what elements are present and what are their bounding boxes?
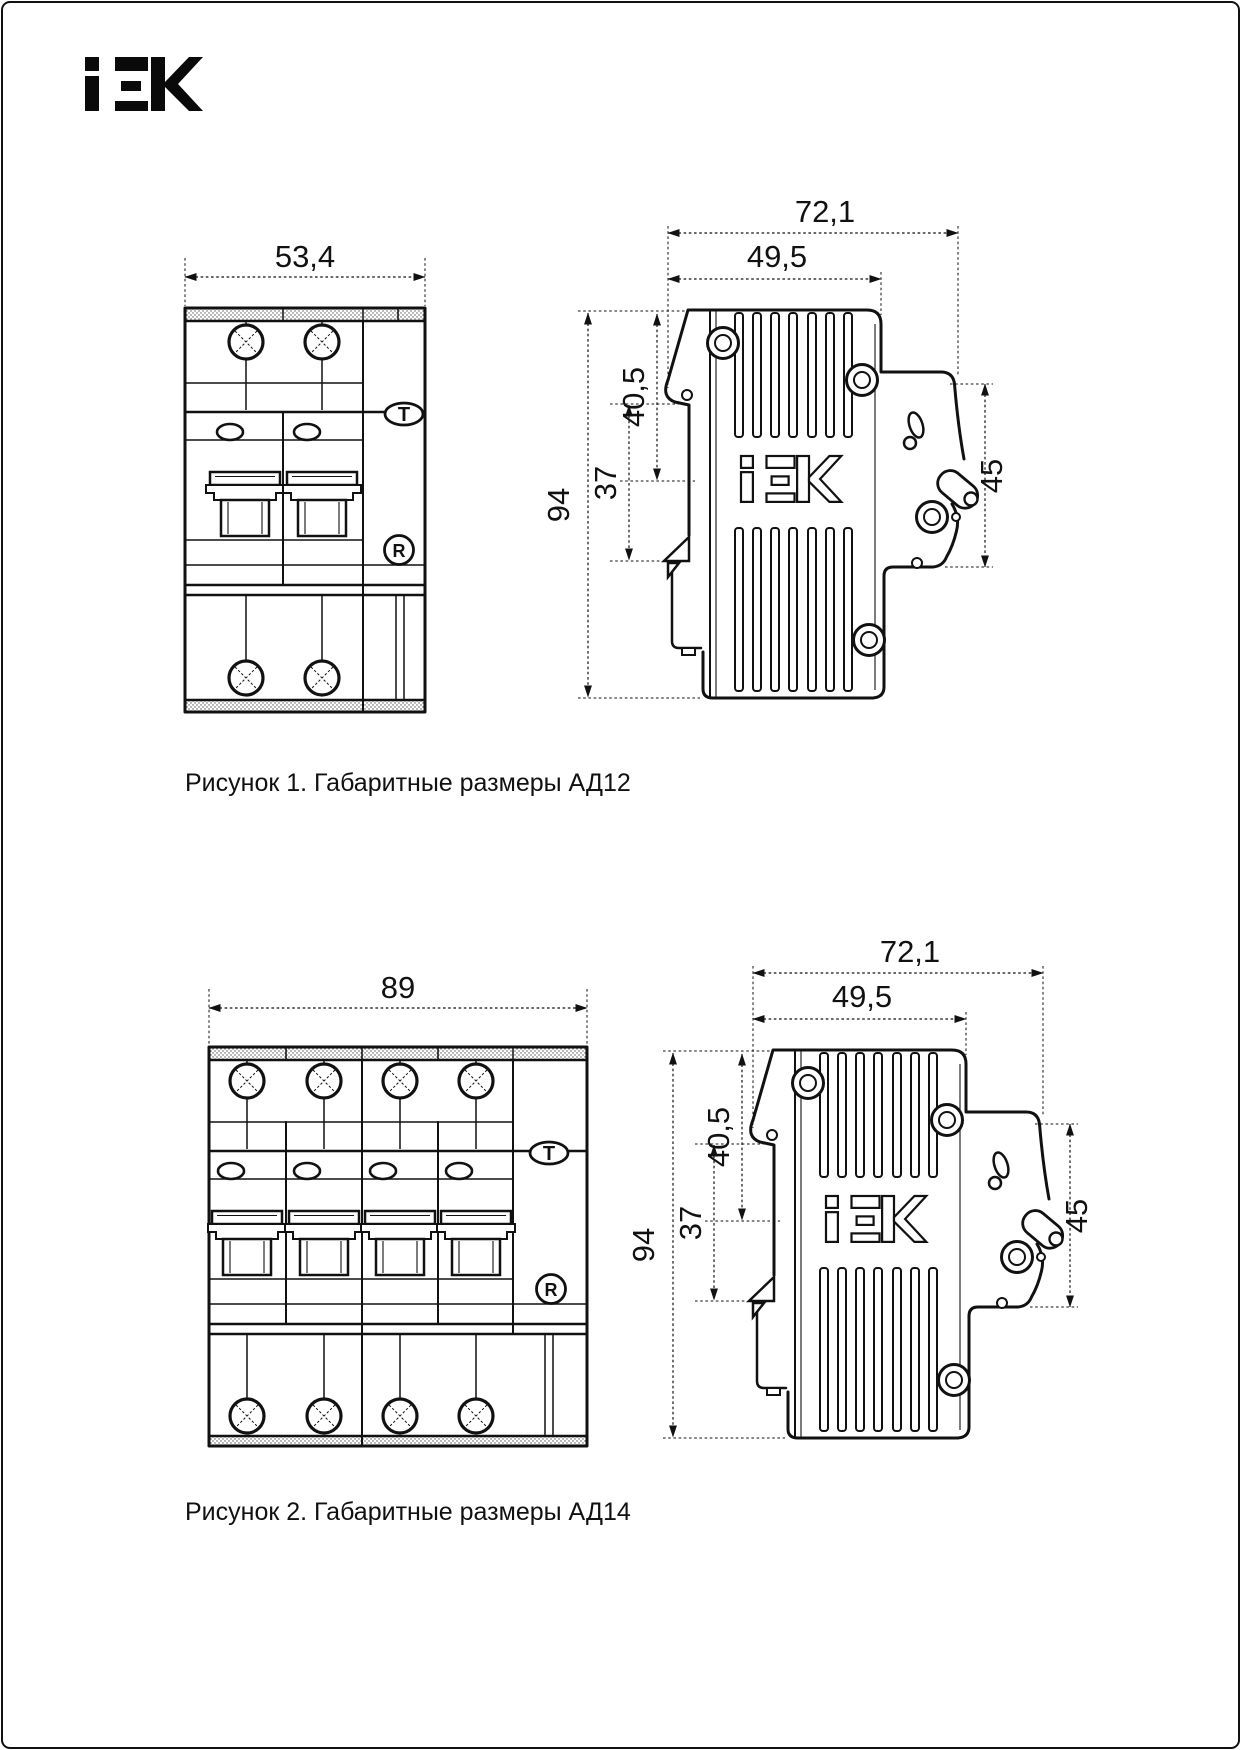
dim-total-depth-label: 72,1 xyxy=(879,934,941,969)
dim-upper-offset-label: 40,5 xyxy=(616,366,651,428)
terminal-screw xyxy=(383,1064,417,1098)
fig2-side-view xyxy=(626,934,1094,1438)
toggle-handle xyxy=(208,1211,286,1275)
toggle-handle xyxy=(437,1211,515,1275)
terminal-screw xyxy=(230,1399,264,1433)
indicator-window xyxy=(370,1163,396,1179)
reset-button-label: R xyxy=(544,1280,558,1300)
terminal-screw xyxy=(230,1064,264,1098)
toggle-handle xyxy=(361,1211,439,1275)
dim-height-label: 94 xyxy=(541,487,576,523)
dim-rail-slot-label: 37 xyxy=(673,1205,708,1241)
reset-button xyxy=(537,1275,566,1304)
terminal-screw xyxy=(307,1399,341,1433)
terminal-screw xyxy=(459,1064,493,1098)
test-button-label: T xyxy=(397,404,411,426)
fig1-front-view xyxy=(185,308,425,712)
test-button xyxy=(385,403,423,426)
toggle-handle xyxy=(206,472,284,536)
terminal-screw xyxy=(229,661,263,695)
dim-total-depth-label: 72,1 xyxy=(794,194,856,229)
dim-width-label: 53,4 xyxy=(274,239,336,274)
indicator-window xyxy=(294,424,320,440)
iek-logo xyxy=(85,57,203,111)
terminal-screw xyxy=(229,325,263,359)
toggle-handle xyxy=(283,472,361,536)
fig1-side-view xyxy=(541,194,1009,698)
toggle-handle xyxy=(285,1211,363,1275)
reset-button xyxy=(385,536,414,565)
dim-upper-offset-label: 40,5 xyxy=(701,1106,736,1168)
indicator-window xyxy=(446,1163,472,1179)
dim-panel-height-label: 45 xyxy=(974,458,1009,494)
test-button xyxy=(530,1142,568,1165)
indicator-window xyxy=(218,1163,244,1179)
page-border xyxy=(2,2,1239,1748)
fig2-front-view xyxy=(208,1047,587,1446)
dim-rail-slot-label: 37 xyxy=(588,465,623,501)
terminal-screw xyxy=(383,1399,417,1433)
indicator-window xyxy=(217,424,243,440)
terminal-screw xyxy=(307,1064,341,1098)
indicator-window xyxy=(294,1163,320,1179)
test-button-label: T xyxy=(542,1143,556,1165)
fig2-front-width-dim xyxy=(209,970,587,1045)
fig1-front-width-dim xyxy=(185,239,425,306)
dim-width-label: 89 xyxy=(380,970,416,1005)
terminal-screw xyxy=(459,1399,493,1433)
fig2-caption: Рисунок 2. Габаритные размеры АД14 xyxy=(185,1498,631,1526)
dim-panel-height-label: 45 xyxy=(1059,1198,1094,1234)
dim-body-depth-label: 49,5 xyxy=(746,239,808,274)
terminal-screw xyxy=(305,661,339,695)
dim-height-label: 94 xyxy=(626,1227,661,1263)
dim-body-depth-label: 49,5 xyxy=(831,979,893,1014)
reset-button-label: R xyxy=(392,541,406,561)
terminal-screw xyxy=(305,325,339,359)
fig1-caption: Рисунок 1. Габаритные размеры АД12 xyxy=(185,769,631,797)
